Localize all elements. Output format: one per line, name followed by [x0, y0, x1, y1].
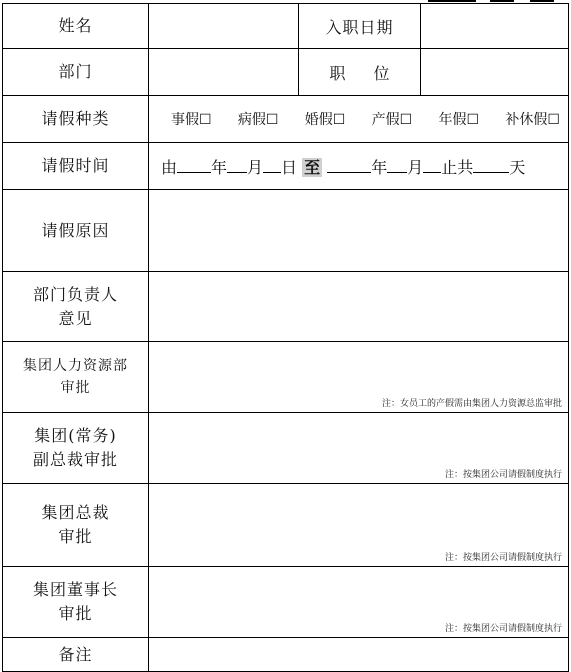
chairman-approval-field[interactable]: [149, 567, 569, 638]
end-day-blank[interactable]: [423, 158, 441, 173]
row-hr-approval: [3, 342, 569, 413]
president-approval-label: [3, 484, 149, 567]
leave-type-compensatory-checkbox[interactable]: 补休假☐: [505, 112, 560, 128]
leave-type-options: [149, 96, 569, 143]
vp-label-line2: 副总裁审批: [32, 450, 118, 469]
remarks-field[interactable]: [149, 638, 569, 672]
start-month-blank[interactable]: [227, 158, 247, 173]
position-label: 职位: [329, 63, 418, 83]
period-to: 至: [304, 157, 321, 177]
end-month-blank[interactable]: [387, 158, 407, 173]
vp-approval-field[interactable]: [149, 413, 569, 484]
chairman-label-line2: 审批: [58, 604, 93, 623]
period-until: 止共: [441, 157, 474, 177]
period-day: 日: [281, 157, 298, 177]
vp-approval-label: [3, 413, 149, 484]
period-month: 月: [247, 157, 264, 177]
leave-time-field: [149, 143, 569, 190]
position-field[interactable]: [421, 49, 569, 96]
hr-approval-field[interactable]: [149, 342, 569, 413]
hr-label-line1: 集团人力资源部: [23, 358, 128, 374]
start-day-blank[interactable]: [263, 158, 281, 173]
row-reason: [3, 190, 569, 272]
period-year2: 年: [371, 157, 388, 177]
row-leave-type: [3, 96, 569, 143]
hr-approval-label: [3, 342, 149, 413]
leave-type-personal-checkbox[interactable]: 事假☐: [171, 112, 212, 128]
president-label-line2: 审批: [58, 527, 93, 546]
name-field[interactable]: [149, 4, 299, 49]
dept-head-label-line1: 部门负责人: [32, 284, 118, 304]
period-days: 天: [509, 157, 526, 177]
name-label: 姓名: [3, 4, 149, 49]
department-label: 部门: [3, 49, 149, 96]
president-approval-field[interactable]: [149, 484, 569, 567]
period-year: 年: [211, 157, 228, 177]
leave-type-marriage-checkbox[interactable]: 婚假☐: [304, 112, 346, 128]
dept-head-opinion-field[interactable]: [149, 272, 569, 342]
row-president-approval: [3, 484, 569, 567]
total-days-blank[interactable]: [473, 158, 509, 173]
vp-note: 注：按集团公司请假制度执行: [444, 470, 562, 480]
end-year-blank[interactable]: [327, 158, 371, 173]
start-year-blank[interactable]: [177, 158, 211, 173]
hire-date-field[interactable]: [421, 4, 569, 49]
row-department: [3, 49, 569, 96]
period-from: 由: [161, 157, 178, 177]
president-label-line1: 集团总裁: [41, 503, 110, 522]
leave-request-form: [2, 3, 569, 672]
vp-label-line1: 集团(常务): [34, 426, 117, 445]
president-note: 注：按集团公司请假制度执行: [444, 553, 562, 563]
dept-head-label-line2: 意见: [58, 308, 93, 328]
hire-date-label: 入职日期: [299, 4, 421, 49]
reason-label: 请假原因: [3, 190, 149, 272]
chairman-note: 注：按集团公司请假制度执行: [444, 624, 562, 634]
row-chairman-approval: [3, 567, 569, 638]
position-label-cell: [299, 49, 421, 96]
leave-type-annual-checkbox[interactable]: 年假☐: [438, 112, 480, 128]
hr-note: 注：女员工的产假需由集团人力资源总监审批: [381, 399, 562, 409]
row-remarks: [3, 638, 569, 672]
hr-label-line2: 审批: [60, 380, 91, 396]
period-month2: 月: [407, 157, 424, 177]
dept-head-label: [3, 272, 149, 342]
leave-type-sick-checkbox[interactable]: 病假☐: [237, 112, 279, 128]
chairman-approval-label: [3, 567, 149, 638]
department-field[interactable]: [149, 49, 299, 96]
row-leave-time: [3, 143, 569, 190]
reason-field[interactable]: [149, 190, 569, 272]
leave-time-label: 请假时间: [3, 143, 149, 190]
chairman-label-line1: 集团董事长: [32, 580, 118, 599]
row-vp-approval: [3, 413, 569, 484]
row-name: [3, 4, 569, 49]
remarks-label: 备注: [3, 638, 149, 672]
row-dept-head: [3, 272, 569, 342]
leave-type-label: 请假种类: [3, 96, 149, 143]
leave-type-maternity-checkbox[interactable]: 产假☐: [371, 112, 413, 128]
